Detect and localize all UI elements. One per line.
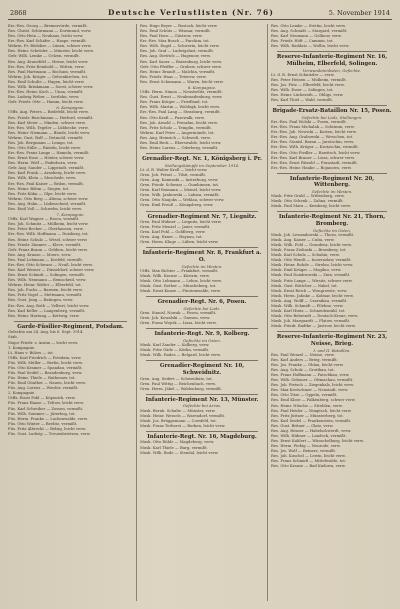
section-title: Infanterie-Regiment Nr. 21, Thorn, Bromberg.	[278, 214, 386, 228]
casualty-entry: Res. Wilh. Hübner — Landeck, vermißt.	[271, 433, 347, 438]
casualty-entry: Ers.-Res. Joh. Nowicki — Kosten, leicht verw.	[271, 130, 357, 135]
casualty-section	[271, 105, 393, 171]
casualty-section	[271, 331, 393, 469]
section-subtitle: Gefechte im Westen.	[311, 189, 353, 195]
section-rule	[146, 153, 258, 154]
casualty-entry: Res. Gust. Jung — Ratingen, verw.	[8, 298, 74, 303]
casualty-entry: Res. Franz Schmidt — Mittelwalde, tot.	[271, 459, 347, 464]
casualty-list	[140, 269, 264, 294]
casualty-entry: Ers.-Res. Paul Wolski — Posen, vermißt.	[271, 120, 347, 125]
casualty-entry: Gefr. Wilh. Lemke — Uelzen, vermißt.	[8, 54, 80, 59]
casualty-entry: Res. Wilh. Brinkmann — Soest, schwer verw.	[8, 84, 94, 89]
casualty-entry: 1. Kompagnie.	[8, 345, 36, 350]
casualty-list	[8, 330, 133, 437]
section-title: Infanterie-Regiment Nr. 20, Wittenberg.	[289, 175, 375, 189]
casualty-entry: Ers.-Res. Franz Lange — Hameln, vermißt.	[8, 151, 90, 156]
casualty-entry: Musk. Wilh. Bode — Stendal, leicht verw.	[140, 450, 219, 455]
casualty-entry: Res. Paul Hartmann — Bochum, vermißt.	[8, 69, 87, 74]
casualty-entry: Gren. Joh. Kowalski — Gnesen, verw.	[140, 316, 211, 321]
column-middle	[140, 24, 264, 603]
casualty-entry: Musk. Fritz Gäde — Köslin, vermißt.	[140, 348, 210, 353]
casualty-entry: Res. Heinr. Hartung — Kettwig, verw.	[8, 313, 80, 318]
casualty-entry: Res. Ernst Kahlert — Wünschelburg, leicht verw.	[271, 439, 364, 444]
casualty-entry: Wehrm. Heinr. Walter — Elberfeld, tot.	[8, 283, 82, 288]
casualty-entry: Lt. d. R. Walter Kroll — leicht verw.	[140, 167, 208, 172]
casualty-entry: Wehrm. Fr. Bödeker — Lünen, schwer verw.	[8, 44, 92, 49]
casualty-section	[271, 173, 393, 210]
casualty-entry: Musk. Paul Marx — Kemberg, leicht verw.	[271, 204, 351, 209]
casualty-entry: Füs. Otto Kramer — Spandau, vermißt.	[8, 365, 83, 370]
casualty-entry: Res. Karl Keller — Langenberg, vermißt.	[8, 308, 86, 313]
casualty-entry: Musk. Karl Hintz — Schneidemühl, tot.	[271, 309, 346, 314]
casualty-entry: Ers.-Res. Georg — Bremervörde, vermißt.	[8, 24, 88, 28]
casualty-entry: Musk. Otto Wendt — Inowrazlaw, vermißt.	[271, 258, 352, 263]
casualty-section	[8, 24, 133, 105]
casualty-section	[8, 212, 133, 319]
casualty-entry: Res. Heinr. Lorenz — Oderberg, vermißt.	[140, 146, 219, 150]
casualty-entry: Stab.	[8, 335, 18, 340]
casualty-list	[140, 343, 264, 358]
casualty-entry: Musk. Jos. Brüggemann — Coesfeld, tot.	[140, 418, 217, 423]
casualty-entry: Musk. Otto Rühle — Magdeburg, verw.	[140, 440, 215, 445]
casualty-section	[140, 328, 264, 358]
casualty-entry: Gren. Herm. Kluge — Lüben, leicht verw.	[140, 240, 219, 245]
casualty-entry: Res. Hugo Beyer — Rostock, leicht verw.	[140, 24, 218, 28]
casualty-entry: Res. Aug. Scholz — Grottkau, tot.	[271, 367, 335, 372]
casualty-entry: Wehrm. Joh. Krüger — Gelsenkirchen, tot.	[8, 74, 89, 79]
casualty-entry: Res. Jos. Pütz — Elberfeld, leicht verw.	[271, 82, 345, 87]
page-header	[0, 0, 400, 24]
casualty-entry: Utffz. Karl Wagner — Essen, vermißt.	[8, 217, 80, 222]
casualty-entry: Gefr. Franz Braun — Geldern, leicht verw.	[8, 247, 88, 252]
casualty-entry: Gren. Friedr. Schwarz — Gumbinnen, tot.	[140, 183, 220, 188]
casualty-entry: Gren. Paul Hübner — Liegnitz, leicht verw.	[140, 220, 222, 225]
section-title: Infanterie-Regt. Nr. 16, Magdeburg.	[147, 433, 257, 440]
casualty-entry: Gren. Emil Preuß — Königsberg, verw.	[140, 203, 214, 208]
casualty-entry: Res. Friedr. Zimmer — Kleve, vermißt.	[8, 242, 82, 247]
casualty-entry: Res. Aug. Hahn — Lüdenscheid, vermißt.	[8, 201, 87, 206]
casualty-entry: Res. Wilh. Martin — Woldegk, leicht verw.	[140, 105, 221, 110]
casualty-entry: Res. Joh. Pietsch — Ziegenhals, leicht verw.	[271, 383, 355, 388]
section-rule	[146, 211, 258, 212]
casualty-section	[140, 431, 264, 456]
casualty-section	[8, 321, 133, 437]
section-rule	[277, 211, 387, 212]
casualty-entry: Ers.-Res. Wilh. Krüger — Krotoschin, vermißt.	[271, 145, 359, 150]
casualty-list	[271, 353, 393, 470]
casualty-section	[140, 85, 264, 151]
casualty-entry: Gren. Fritz Menzel — Jauer, vermißt.	[140, 225, 211, 230]
casualty-entry: Res. Paul Horn — Güstrow, verw.	[140, 34, 203, 39]
casualty-entry: Musk. Wilh. Schmidt — Filehne, verw.	[271, 303, 344, 308]
section-title: Infanterie-Regt. Nr. 9, Kolberg.	[154, 331, 250, 338]
casualty-entry: Ers.-Res. Fritz Reinhold — Witten, verw.	[8, 64, 85, 69]
casualty-entry: Gefr. Otto Pfeiffer — Grabow, schwer verw.	[140, 64, 222, 69]
casualty-list	[271, 233, 393, 329]
casualty-entry: Res. Otto Stille — Rinteln, leicht verw.	[8, 146, 81, 150]
casualty-entry: Gren. Stanisl. Nowak — Posen, vermißt.	[140, 311, 217, 316]
casualty-entry: Ers.-Res. Aug. Grabowski — Wreschen, tot.	[271, 135, 354, 140]
casualty-entry: Musk. Franz Terhorst — Borken, leicht verw.	[140, 423, 226, 428]
section-subtitle: 6. Kompagnie.	[56, 105, 85, 111]
section-title: Infanterie-Regiment Nr. 13, Münster.	[145, 396, 259, 403]
casualty-entry: Res. Friedr. Höft — Cammin, tot.	[271, 39, 334, 44]
casualty-entry: Ers.-Res. Franz Michalak — Schrimm, verw.	[271, 125, 355, 130]
column-divider	[136, 24, 137, 601]
casualty-entry: Res. Karl Werner — Düsseldorf, schwer verw.	[8, 268, 95, 272]
casualty-entry: Res. Peter Becker — Oberhausen, verw.	[8, 227, 84, 232]
section-rule	[277, 105, 387, 106]
casualty-entry: Res. Paul Heider — Nimptsch, leicht verw.	[271, 408, 352, 413]
casualty-entry: Musk. Ernst Kunze — Fürstenwalde, verw.	[140, 289, 221, 294]
casualty-entry: Musk. Paul Dombrowski — Znin, vermißt.	[271, 273, 351, 278]
casualty-entry: Res. Herm. Fiebig — Neurode, verw.	[271, 444, 341, 449]
casualty-entry: Ers.-Res. Max Busch — Parchim, tot.	[140, 39, 210, 44]
casualty-entry: Res. Wilh. Neumann — Remscheid, verw.	[8, 278, 87, 283]
casualty-entry: Gren. Aug. Exner — Haynau, tot.	[140, 235, 203, 240]
casualty-entry: Res. Ernst Schmitt — Solingen, vermißt.	[8, 273, 86, 278]
casualty-entry: Wehrm. Otto Berg — Altena, schwer verw.	[8, 196, 89, 201]
casualty-entry: Res. Heinr. Niemann — Bünde, leicht verw.	[8, 130, 91, 135]
casualty-entry: Gren. Paul Wittig — Reichenbach, verw.	[140, 381, 216, 386]
casualty-entry: Res. Emil Voß — Schwelm, leicht verw.	[8, 206, 83, 211]
section-title: Garde-Füsilier-Regiment, Potsdam.	[17, 323, 124, 330]
casualty-section	[271, 24, 393, 49]
casualty-entry: Utffz. Ernst Pohl — Köpenick, verw.	[8, 396, 76, 401]
casualty-entry: Res. Joh. Kuschel — Lewin, leicht verw.	[271, 454, 346, 459]
column-left	[8, 24, 133, 603]
casualty-entry: Füs. Aug. Lorenz — Werder, vermißt.	[8, 386, 79, 391]
casualty-entry: Res. Wilh. Raddatz — Wollin, leicht verw.	[271, 44, 350, 49]
casualty-entry: Füs. Heinr. Thiele — Rathenow, tot.	[8, 376, 76, 381]
casualty-entry: Res. Heinr. Böhm — Siegen, tot.	[8, 186, 70, 191]
section-title: Grenadier-Regt. Nr. 6, Posen.	[157, 299, 247, 306]
casualty-entry: Res. Emil Schulte — Hagen, leicht verw.	[8, 79, 85, 84]
casualty-entry: Wehrm. Gust. Rolf — Detmold, vermißt.	[8, 135, 84, 140]
casualty-entry: Musk. Otto Lehmann — Lebus, leicht verw.	[140, 279, 223, 284]
section-subtitle: Gefechte bei Arras.	[182, 403, 222, 409]
section-title: Brigade-Ersatz-Bataillon Nr. 15, Posen.	[272, 108, 392, 115]
page-title: Deutsche Verlustlisten (Nr. 76)	[108, 8, 275, 17]
casualty-entry: Res. Heinr. Schröder — Münster, leicht verw.	[8, 49, 94, 54]
section-subtitle: Gefechte bei Lodz.	[183, 305, 221, 311]
casualty-entry: Gren. Otto Naujoks — Wehlau, schwer verw.	[140, 198, 225, 203]
section-rule	[146, 296, 258, 297]
casualty-entry: Res. Heinr. Brandt — Malchin, vermißt.	[140, 69, 216, 74]
casualty-entry: Major Friedr. v. Arnim — leicht verw.	[8, 340, 79, 345]
casualty-entry: Res. Otto Titze — Oppeln, vermißt.	[271, 393, 338, 398]
casualty-entry: Ers.-Res. Heinr. Koch — Unna, vermißt.	[8, 90, 84, 95]
casualty-list	[8, 110, 133, 212]
section-subtitle: Gefechte im Osten.	[183, 337, 221, 343]
casualty-entry: Res. Joh. Fuchs — Barmen, leicht verw.	[8, 288, 83, 293]
section-rule	[146, 431, 258, 432]
casualty-list	[140, 168, 264, 209]
casualty-entry: Res. Karl Frank — Arnsberg, leicht verw.	[8, 171, 86, 176]
casualty-entry: Res. Joh. Schmitz — Mülheim, leicht verw.	[8, 222, 89, 227]
casualty-entry: Musk. Wilh. Krause — Küstrin, verw.	[140, 273, 210, 278]
casualty-entry: Res. Otto Hein — Neuhaus, leicht verw.	[8, 34, 84, 39]
casualty-entry: Musk. Ernst Reich — Wongrowitz, verw.	[271, 288, 348, 293]
section-subtitle: Verwundetenlisten, Gefechte.	[302, 67, 362, 73]
casualty-list	[8, 217, 133, 319]
casualty-entry: Musk. Joh. Lewandowski — Thorn, vermißt.	[271, 232, 355, 237]
casualty-section	[271, 211, 393, 329]
casualty-entry: Ers.-Res. Paul Lang — Strasburg, vermißt.	[140, 110, 221, 115]
casualty-entry: Gren. Aug. Seifert — Schweidnitz, tot.	[140, 376, 213, 381]
casualty-entry: Res. Wilh. Esser — Solingen, tot.	[271, 88, 334, 93]
casualty-entry: Füs. Otto Winter — Beelitz, vermißt.	[8, 421, 78, 426]
casualty-entry: Res. Joh. Arnold — Prenzlau, leicht verw.	[140, 120, 218, 125]
casualty-entry: Musk. Karl Schulz — Schubin, verw.	[271, 253, 340, 258]
casualty-list	[271, 73, 393, 103]
header-rule	[8, 19, 392, 20]
casualty-section	[140, 153, 264, 208]
casualty-entry: Gefr. Aug. Sander — Lippstadt, vermißt.	[8, 166, 85, 171]
casualty-entry: Ers.-Res. Wilh. Tegeler — Lübbecke, verw.	[8, 125, 89, 130]
casualty-entry: Res. Gust. Bittner — Glatz, verw.	[271, 423, 334, 428]
casualty-section	[140, 394, 264, 429]
casualty-entry: Res. Max Kretschmer — Neustadt, verw.	[271, 388, 349, 393]
casualty-list	[8, 24, 133, 105]
casualty-entry: Füs. Emil Günther — Nauen, leicht verw.	[8, 381, 86, 386]
section-title: Grenadier-Regiment Nr. 10, Schweidnitz.	[159, 363, 245, 376]
casualty-entry: Res. Karl Meier — Minden, schwer verw.	[8, 120, 86, 125]
casualty-entry: Res. Otto Krause — Bad Kudowa, verw.	[271, 464, 346, 469]
casualty-entry: Lt. Hans v. Bülow — tot.	[8, 350, 54, 355]
casualty-entry: Musk. Karl Zander — Kolberg, verw.	[140, 343, 210, 348]
casualty-section	[271, 51, 393, 103]
casualty-entry: Musk. Karl Thiele — Burg, vermißt.	[140, 445, 208, 450]
casualty-entry: Wehrm. Karl Peter — Angermünde, tot.	[140, 130, 215, 135]
section-rule	[146, 247, 258, 248]
casualty-list	[271, 194, 393, 209]
casualty-entry: Gren. Wilh. Jankowski — Labiau, vermißt.	[140, 193, 220, 198]
casualty-entry: Res. Paul Wenzel — Neisse, verw.	[271, 352, 335, 357]
casualty-entry: Füs. Herm. Franke — Luckenwalde, verw.	[8, 416, 88, 421]
casualty-entry: Füs. Karl Schreiber — Zossen, vermißt.	[8, 406, 84, 411]
casualty-entry: Utffz. Aug. Peters — Bielefeld, leicht verw.	[8, 110, 89, 115]
casualty-entry: Füs. Gust. Ludwig — Treuenbrietzen, verw.	[8, 431, 91, 436]
casualty-list	[271, 120, 393, 171]
casualty-entry: Res. Aug. Schmidt — Stargard, vermißt.	[271, 29, 348, 34]
casualty-entry: Ers.-Res. Karl Brauer — Lissa, schwer verw.	[271, 155, 355, 160]
casualty-entry: Gren. Joh. Petrat — Tilsit, vermißt.	[140, 172, 207, 177]
section-subtitle: 7. Kompagnie.	[56, 212, 85, 218]
casualty-entry: Utffz. Herm. Simon — Neustrelitz, vermißt.	[140, 90, 223, 95]
casualty-entry: Gren. Herm. Jäkel — Waldenburg, vermißt.	[140, 386, 223, 391]
casualty-entry: Res. Fritz Scholz — Templin, vermißt.	[140, 125, 212, 130]
casualty-entry: Res. Franz Krüger — Friedland, tot.	[140, 100, 209, 105]
casualty-list	[271, 24, 393, 49]
casualty-list	[140, 220, 264, 245]
casualty-entry: Res. Jos. Franke — Ohlau, leicht verw.	[271, 362, 344, 367]
casualty-entry: Füs. Paul Seidel — Brandenburg, verw.	[8, 371, 83, 375]
section-rule	[14, 321, 127, 322]
casualty-entry: Musk. Heinr. Wessels — Warendorf, vermißt.	[140, 413, 226, 418]
casualty-entry: Res. Aug. Kranefeld — Herne, leicht verw.	[8, 59, 89, 64]
casualty-entry: Füs. Wilh. Müller — Berlin, leicht verw.	[8, 360, 83, 365]
section-subtitle: Stellungskämpfe im September 1914.	[164, 162, 240, 168]
casualty-entry: Musk. Wilh. Pohl — Graudenz, leicht verw.	[271, 243, 352, 247]
casualty-list	[140, 440, 264, 455]
casualty-entry: Res. Wilh. Engel — Schwerin, leicht verw.	[140, 44, 220, 49]
casualty-entry: Gren. Karl Reimann — Memel, leicht verw.	[140, 188, 222, 193]
casualty-list	[140, 90, 264, 151]
casualty-entry: Lt. d. R. Ernst Schnitzler — verw.	[271, 72, 335, 77]
casualty-entry: Musk. Aug. Wolff — Czarnikau, vermißt.	[271, 298, 348, 303]
section-subtitle: Gefechte bei Lodz, Stellungen.	[301, 114, 363, 120]
casualty-section	[140, 360, 264, 391]
casualty-section	[140, 296, 264, 326]
casualty-entry: Ers.-Res. Karl Schäfer — Haspe, vermißt.	[8, 39, 87, 44]
casualty-entry: Res. Heinr. Schulz — Wesel, schwer verw.	[8, 237, 88, 242]
casualty-entry: Musk. Fritz Grahl — Wittenberg, verw.	[271, 194, 345, 199]
section-rule	[277, 173, 387, 174]
section-title: Reserve-Infanterie-Regiment Nr. 16, Mülheim, Elberfeld, Solingen.	[276, 54, 388, 67]
casualty-entry: Res. Otto Kraft — Pasewalk, verw.	[140, 115, 205, 120]
section-rule	[277, 331, 387, 332]
casualty-entry: Res. Heinr. Nitsche — Strehlen, verw.	[271, 403, 343, 408]
casualty-entry: Res. Heinr. Lückerath — Ohligs, verw.	[271, 93, 344, 98]
casualty-entry: Res. Emil Schütz — Wismar, vermißt.	[140, 29, 211, 34]
column-divider	[267, 24, 268, 601]
casualty-entry: Musk. Gust. Böttcher — Nakel, tot.	[271, 283, 338, 288]
casualty-entry: Musk. Herm. Jahnke — Kolmar, leicht verw.	[271, 293, 354, 298]
casualty-entry: Ers.-Res. Otto Schwarz — Neuß, leicht verw.	[8, 262, 93, 267]
casualty-entry: Res. Wilh. Klein — Meschede, verw.	[8, 176, 77, 181]
casualty-entry: Res. Joh. Graf — Ludwigslust, vermißt.	[140, 49, 215, 54]
casualty-entry: Musk. Emil Krüger — Mogilno, verw.	[271, 268, 342, 273]
casualty-entry: Ers.-Res. Heinr. Hauke — Bojanowo, verw.	[271, 165, 352, 170]
casualty-entry: Füs. Franz Haase — Teltow, leicht verw.	[8, 401, 85, 406]
casualty-entry: Utffz. Max Richter — Frankfurt, vermißt.	[140, 268, 219, 273]
column-right	[271, 24, 393, 603]
casualty-entry: Ers.-Res. Wilh. Hoffmann — Duisburg, tot.	[8, 232, 89, 237]
casualty-entry: Res. Aug. Krause — Moers, verw.	[8, 252, 72, 257]
section-rule	[146, 394, 258, 395]
casualty-entry: Musk. Heinr. Rohde — Strelno, leicht verw.	[271, 263, 354, 268]
casualty-entry: Res. Aug. Heinrich — Schwedt, verw.	[140, 135, 211, 140]
casualty-entry: Füs. Wilh. Sommer — Jüterbog, tot.	[8, 411, 76, 416]
casualty-entry: Res. Fritz Kühn — Olpe, leicht verw.	[8, 191, 77, 196]
casualty-entry: Ers.-Res. Ernst Pätzold — Fraustadt, vermißt.	[271, 160, 358, 165]
page-number: 2868	[10, 9, 27, 17]
section-subtitle: Gefechte im Osten.	[313, 227, 351, 233]
casualty-entry: Musk. Otto Behrendt — Deutsch-Krone, verw.	[271, 314, 359, 319]
casualty-entry: Res. Friedr. Haas — Teterow, verw.	[140, 74, 207, 79]
casualty-entry: Res. Aug. Dietrich — Hagenow, verw.	[140, 54, 211, 59]
casualty-entry: Füs. Fritz Albrecht — Belzig, leicht verw.	[8, 426, 87, 431]
casualty-entry: Res. Paul Lehmann — Krefeld, vermißt.	[8, 257, 84, 262]
casualty-entry: Musk. Franz Zielinski — Bromberg, tot.	[271, 248, 347, 253]
casualty-entry: Gefechte am 24. Aug. bis 6. Sept. 1914.	[8, 330, 84, 335]
casualty-entry: Musk. Fritz Lange — Wirsitz, schwer verw.	[271, 278, 353, 283]
page-date: 5. November 1914	[328, 9, 390, 17]
casualty-entry: Res. Peter Heinen — Mülheim, vermißt.	[271, 77, 347, 82]
casualty-entry: Res. Fritz Jüttner — Münsterberg, tot.	[271, 413, 344, 418]
casualty-entry: Res. Joh. Bergmann — Lemgo, tot.	[8, 140, 74, 145]
casualty-entry: Res. Gust. Ernst — Neubrandenburg, verw.	[140, 95, 223, 100]
casualty-section	[8, 105, 133, 212]
casualty-list	[140, 24, 264, 85]
casualty-entry: Res. Fritz Vogel — Mettmann, vermißt.	[8, 293, 83, 298]
casualty-entry: Res. Christ. Schürmann — Dortmund, verw.	[8, 29, 92, 34]
casualty-section	[140, 211, 264, 246]
casualty-entry: 2. Kompagnie.	[8, 391, 36, 396]
casualty-entry: Musk. Joh. Marquardt — Flatow, vermißt.	[271, 319, 351, 324]
casualty-entry: Gren. Aug. Kaminski — Insterburg, verw.	[140, 178, 219, 183]
casualty-list	[140, 311, 264, 326]
casualty-list	[140, 377, 264, 392]
section-subtitle: 8. Kompagnie.	[187, 84, 217, 90]
casualty-entry: Musk. Gust. Rother — Müncheberg, tot.	[140, 284, 217, 289]
casualty-entry: Res. Emil Beck — Eberswalde, leicht verw.	[140, 140, 222, 145]
casualty-entry: Res. Aug. Rösner — Habelschwerdt, verw.	[271, 428, 352, 433]
casualty-entry: Ers.-Res. Paul Kaiser — Brilon, vermißt.	[8, 181, 85, 186]
casualty-entry: Musk. Aug. Kaiser — Culm, verw.	[271, 237, 335, 242]
casualty-entry: Ers.-Res. Aug. Roth — Velbert, leicht verw.	[8, 303, 90, 308]
casualty-entry: Res. Wilh. Gebauer — Ottmachau, vermißt.	[271, 378, 354, 383]
casualty-entry: Res. Franz Hoffmann — Patschkau, verw.	[271, 373, 350, 378]
casualty-entry: Res. Otto Lemke — Stettin, leicht verw.	[271, 24, 347, 28]
casualty-entry: Gefr. Friedr. Otte — Hamm, leicht verw.	[8, 100, 84, 105]
casualty-entry: Gren. Karl Pohl — Goldberg, verw.	[140, 230, 206, 235]
casualty-entry: Res. Karl Neumann — Gollnow, verw.	[271, 34, 342, 39]
section-title: Grenadier-Regiment Nr. 7, Liegnitz.	[147, 213, 257, 220]
section-title: Infanterie-Regiment Nr. 8, Frankfurt a. O.	[142, 250, 262, 264]
section-rule	[146, 360, 258, 361]
casualty-entry: Musk. Otto Schenk — Zahna, vermißt.	[271, 199, 344, 204]
casualty-list	[140, 409, 264, 429]
casualty-section	[140, 24, 264, 85]
section-rule	[277, 51, 387, 52]
casualty-entry: Res. Herm. Wolf — Paderborn, verw.	[8, 161, 78, 166]
casualty-entry: Ers.-Res. Otto Fiedler — Rawitsch, leicht verw.	[271, 150, 361, 155]
casualty-entry: Musk. Wilh. Rades — Belgard, leicht verw.	[140, 353, 221, 358]
casualty-entry: Res. Karl Sauer — Boizenburg, leicht verw.	[140, 59, 223, 64]
casualty-entry: Res. Ludwig Weber — Iserlohn, verw.	[8, 95, 80, 100]
casualty-entry: Gren. Franz Wojcik — Lissa, leicht verw.	[140, 321, 217, 326]
casualty-entry: Res. Jos. Wolf — Reinerz, vermißt.	[271, 449, 337, 454]
casualty-entry: Res. Karl Anders — Brieg, vermißt.	[271, 357, 339, 362]
casualty-entry: Res. Emil Klose — Falkenberg, schwer verw.	[271, 398, 356, 403]
casualty-entry: Res. Ernst Rose — Höxter, schwer verw.	[8, 156, 85, 161]
section-rule	[146, 328, 258, 329]
casualty-entry: Res. Friedr. Buschmann — Herford, vermißt.	[8, 115, 94, 120]
casualty-entry: Utffz. Karl Friedrich — Potsdam, verw.	[8, 355, 82, 360]
casualty-entry: Ers.-Res. Stanisl. Baran — Jarotschin, verw.	[271, 140, 355, 145]
casualty-entry: Musk. Friedr. Radtke — Jastrow, leicht verw.	[271, 324, 356, 329]
section-title: Reserve-Infanterie-Regiment Nr. 23, Neisse, Brieg.	[276, 334, 388, 347]
casualty-entry: Res. Karl Thiel — Wald, vermißt.	[271, 98, 334, 103]
casualty-entry: Musk. Bernh. Schulte — Münster, verw.	[140, 408, 216, 413]
casualty-entry: Res. Ernst Schumann — Waren, leicht verw.	[140, 79, 224, 84]
casualty-section	[140, 247, 264, 294]
casualty-entry: Res. Karl Seidel — Frankenstein, vermißt.	[271, 418, 352, 423]
section-title: Grenadier-Regt. Nr. 1, Königsberg i. Pr.	[142, 156, 262, 163]
section-subtitle: I. und II. Bataillon.	[313, 347, 351, 353]
section-subtitle: Gefechte im Westen.	[181, 263, 223, 269]
